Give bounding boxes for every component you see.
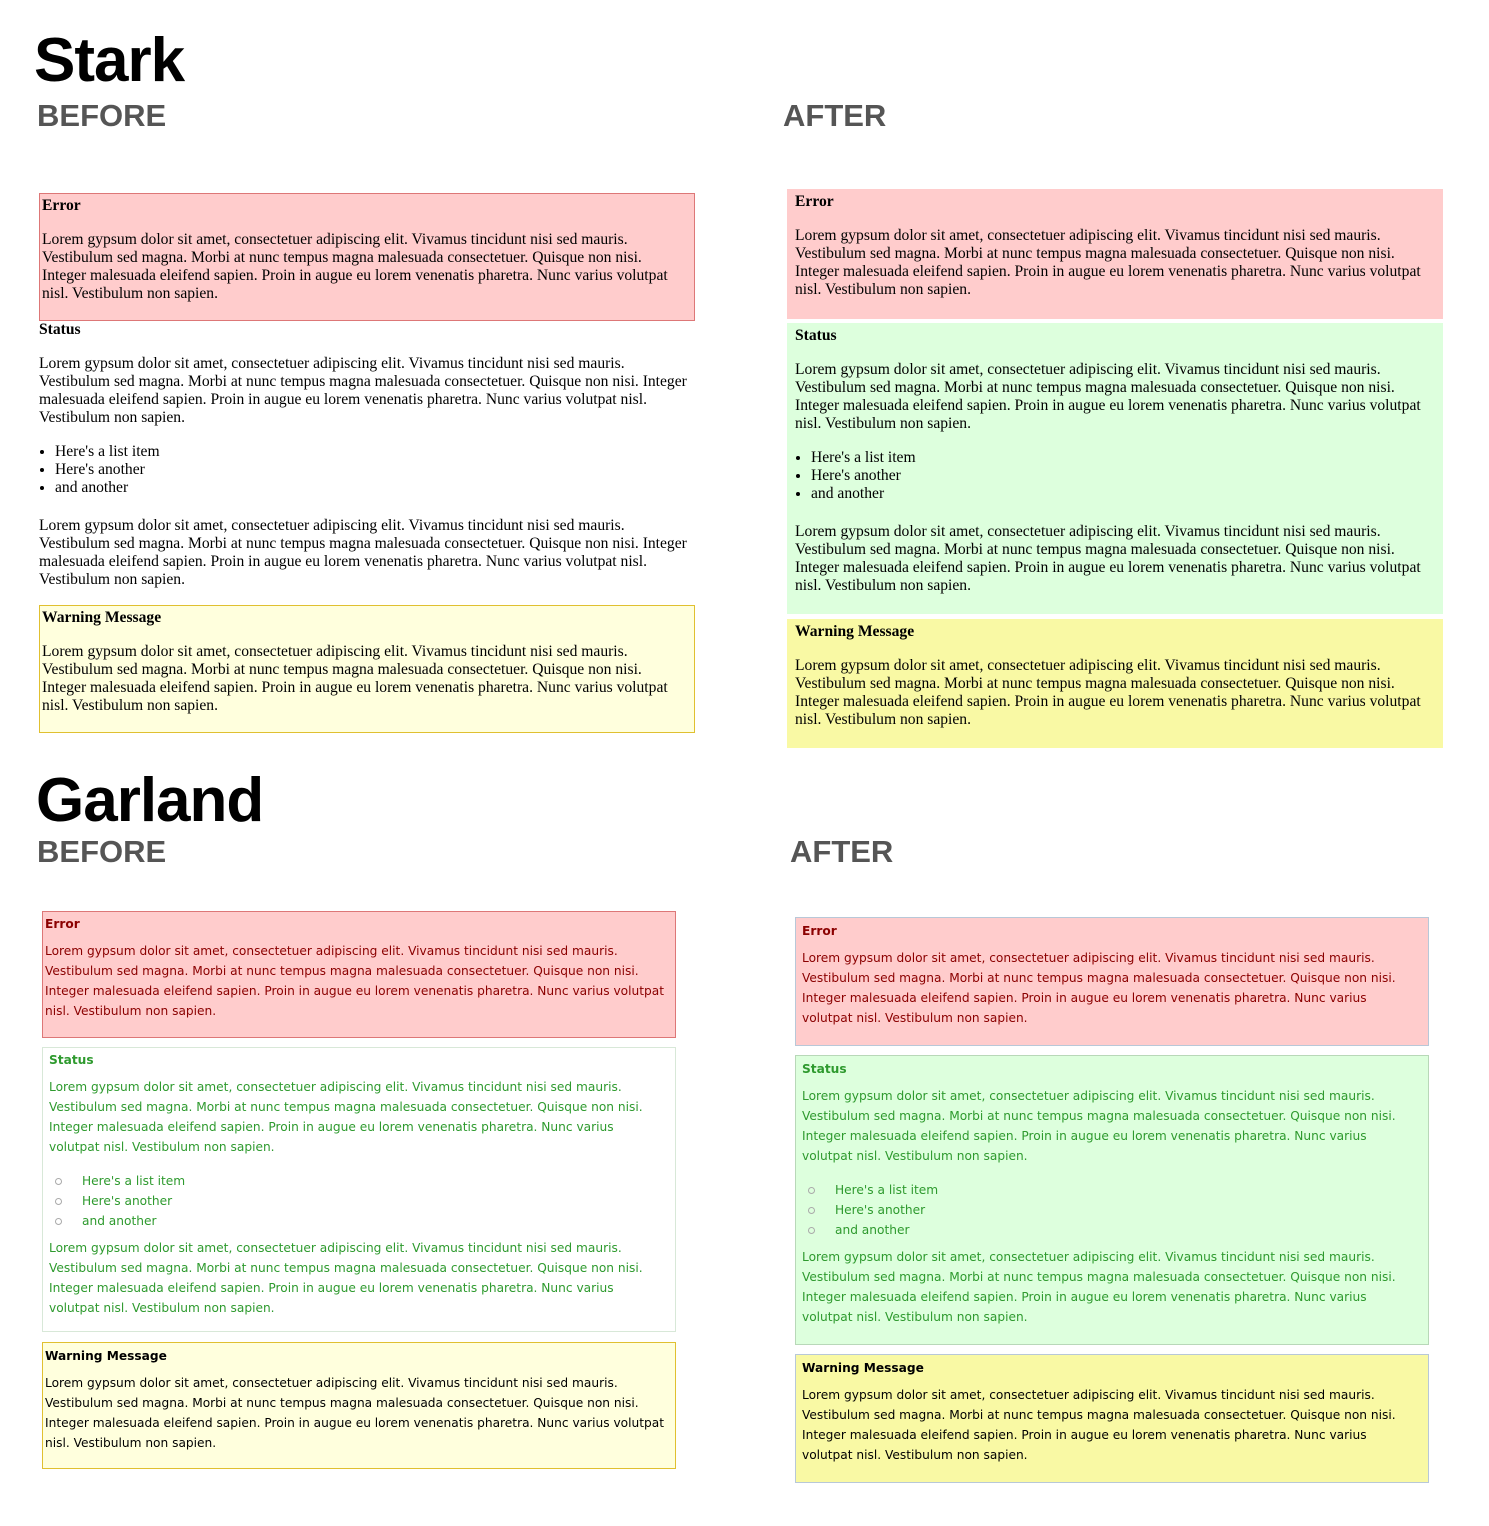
circle-bullet-icon — [55, 1218, 62, 1225]
error-heading: Error — [42, 197, 81, 214]
error-text: Lorem gypsum dolor sit amet, consectetuer adipiscing elit. Vivamus tincidunt nisi sed mauris. Vestibulum sed magna. Morbi at nunc tempus magna malesuada consectetuer. Quisque non nisi. Integer malesuada eleifend sapien. Proin in augue eu lorem venenatis pharetra. Nunc varius volutpat nisl. Vestibulum non sapien. — [42, 231, 668, 302]
status-text-2: Lorem gypsum dolor sit amet, consectetuer adipiscing elit. Vivamus tincidunt nisi sed mauris. Vestibulum sed magna. Morbi at nunc tempus magna malesuada consectetuer. Quisque non nisi. Integer malesuada eleifend sapien. Proin in augue eu lorem venenatis pharetra. Nunc varius volutpat nisl. Vestibulum non sapien. — [795, 523, 1421, 594]
stark-after-error-message — [787, 189, 1443, 319]
warning-text: Lorem gypsum dolor sit amet, consectetuer adipiscing elit. Vivamus tincidunt nisi sed mauris. Vestibulum sed magna. Morbi at nunc tempus magna malesuada consectetuer. Quisque non nisi. Integer malesuada eleifend sapien. Proin in augue eu lorem venenatis pharetra. Nunc varius volutpat nisl. Vestibulum non sapien. — [795, 657, 1421, 728]
garland-after-error-message — [795, 917, 1429, 1046]
status-list — [795, 449, 1431, 503]
stark-after-warning-message — [787, 619, 1443, 748]
stark-before-warning-message — [39, 605, 695, 733]
error-text: Lorem gypsum dolor sit amet, consectetuer adipiscing elit. Vivamus tincidunt nisi sed mauris. Vestibulum sed magna. Morbi at nunc tempus magna malesuada consectetuer. Quisque non nisi. Integer malesuada eleifend sapien. Proin in augue eu lorem venenatis pharetra. Nunc varius volutpat nisl. Vestibulum non sapien. — [802, 951, 1396, 1025]
circle-bullet-icon — [808, 1227, 815, 1234]
status-text-2: Lorem gypsum dolor sit amet, consectetuer adipiscing elit. Vivamus tincidunt nisi sed mauris. Vestibulum sed magna. Morbi at nunc tempus magna malesuada consectetuer. Quisque non nisi. Integer malesuada eleifend sapien. Proin in augue eu lorem venenatis pharetra. Nunc varius volutpat nisl. Vestibulum non sapien. — [39, 517, 687, 588]
list-item: Here's another — [802, 1200, 1414, 1220]
list-item: • and another — [811, 485, 1431, 503]
status-text-2: Lorem gypsum dolor sit amet, consectetuer adipiscing elit. Vivamus tincidunt nisi sed mauris. Vestibulum sed magna. Morbi at nunc tempus magna malesuada consectetuer. Quisque non nisi. Integer malesuada eleifend sapien. Proin in augue eu lorem venenatis pharetra. Nunc varius volutpat nisl. Vestibulum non sapien. — [49, 1241, 643, 1315]
stark-title: Stark — [34, 26, 185, 95]
circle-bullet-icon — [808, 1207, 815, 1214]
error-text: Lorem gypsum dolor sit amet, consectetuer adipiscing elit. Vivamus tincidunt nisi sed mauris. Vestibulum sed magna. Morbi at nunc tempus magna malesuada consectetuer. Quisque non nisi. Integer malesuada eleifend sapien. Proin in augue eu lorem venenatis pharetra. Nunc varius volutpat nisl. Vestibulum non sapien. — [45, 944, 665, 1018]
garland-before-error-message — [42, 911, 676, 1038]
list-item: and another — [49, 1211, 661, 1231]
warning-heading: Warning Message — [802, 1361, 924, 1375]
status-text-2: Lorem gypsum dolor sit amet, consectetuer adipiscing elit. Vivamus tincidunt nisi sed mauris. Vestibulum sed magna. Morbi at nunc tempus magna malesuada consectetuer. Quisque non nisi. Integer malesuada eleifend sapien. Proin in augue eu lorem venenatis pharetra. Nunc varius volutpat nisl. Vestibulum non sapien. — [802, 1250, 1396, 1324]
garland-title: Garland — [36, 766, 264, 835]
list-item: Here's a list item — [49, 1171, 661, 1191]
list-item: • Here's another — [55, 461, 699, 479]
status-list — [802, 1180, 1414, 1240]
status-heading: Status — [49, 1053, 94, 1067]
status-text: Lorem gypsum dolor sit amet, consectetuer adipiscing elit. Vivamus tincidunt nisi sed mauris. Vestibulum sed magna. Morbi at nunc tempus magna malesuada consectetuer. Quisque non nisi. Integer malesuada eleifend sapien. Proin in augue eu lorem venenatis pharetra. Nunc varius volutpat nisl. Vestibulum non sapien. — [39, 355, 687, 426]
warning-heading: Warning Message — [42, 609, 162, 626]
garland-after-warning-message — [795, 1354, 1429, 1483]
status-list — [39, 443, 699, 497]
status-text: Lorem gypsum dolor sit amet, consectetuer adipiscing elit. Vivamus tincidunt nisi sed mauris. Vestibulum sed magna. Morbi at nunc tempus magna malesuada consectetuer. Quisque non nisi. Integer malesuada eleifend sapien. Proin in augue eu lorem venenatis pharetra. Nunc varius volutpat nisl. Vestibulum non sapien. — [802, 1089, 1396, 1163]
garland-before-warning-message — [42, 1342, 676, 1469]
garland-after-status-message — [795, 1055, 1429, 1345]
circle-bullet-icon — [55, 1178, 62, 1185]
circle-bullet-icon — [55, 1198, 62, 1205]
stark-after-label: AFTER — [783, 98, 887, 133]
list-item: Here's a list item — [802, 1180, 1414, 1200]
error-heading: Error — [45, 917, 80, 931]
garland-after-label: AFTER — [790, 834, 894, 869]
status-heading: Status — [802, 1062, 847, 1076]
status-text: Lorem gypsum dolor sit amet, consectetuer adipiscing elit. Vivamus tincidunt nisi sed mauris. Vestibulum sed magna. Morbi at nunc tempus magna malesuada consectetuer. Quisque non nisi. Integer malesuada eleifend sapien. Proin in augue eu lorem venenatis pharetra. Nunc varius volutpat nisl. Vestibulum non sapien. — [795, 361, 1421, 432]
warning-text: Lorem gypsum dolor sit amet, consectetuer adipiscing elit. Vivamus tincidunt nisi sed mauris. Vestibulum sed magna. Morbi at nunc tempus magna malesuada consectetuer. Quisque non nisi. Integer malesuada eleifend sapien. Proin in augue eu lorem venenatis pharetra. Nunc varius volutpat nisl. Vestibulum non sapien. — [45, 1376, 665, 1450]
status-heading: Status — [795, 327, 837, 344]
list-item: • Here's a list item — [55, 443, 699, 461]
stark-before-error-message — [39, 193, 695, 321]
stark-before-status-message — [39, 321, 699, 589]
list-item: • Here's another — [811, 467, 1431, 485]
warning-heading: Warning Message — [795, 623, 915, 640]
warning-heading: Warning Message — [45, 1349, 167, 1363]
list-item: • Here's a list item — [811, 449, 1431, 467]
garland-before-status-message — [42, 1047, 676, 1332]
garland-before-label: BEFORE — [37, 834, 167, 869]
list-item: Here's another — [49, 1191, 661, 1211]
circle-bullet-icon — [808, 1187, 815, 1194]
status-list — [49, 1171, 661, 1231]
status-text: Lorem gypsum dolor sit amet, consectetuer adipiscing elit. Vivamus tincidunt nisi sed mauris. Vestibulum sed magna. Morbi at nunc tempus magna malesuada consectetuer. Quisque non nisi. Integer malesuada eleifend sapien. Proin in augue eu lorem venenatis pharetra. Nunc varius volutpat nisl. Vestibulum non sapien. — [49, 1080, 643, 1154]
error-heading: Error — [795, 193, 834, 210]
error-heading: Error — [802, 924, 837, 938]
status-heading: Status — [39, 321, 81, 338]
stark-before-label: BEFORE — [37, 98, 167, 133]
list-item: and another — [802, 1220, 1414, 1240]
list-item: • and another — [55, 479, 699, 497]
stark-after-status-message — [787, 323, 1443, 614]
warning-text: Lorem gypsum dolor sit amet, consectetuer adipiscing elit. Vivamus tincidunt nisi sed mauris. Vestibulum sed magna. Morbi at nunc tempus magna malesuada consectetuer. Quisque non nisi. Integer malesuada eleifend sapien. Proin in augue eu lorem venenatis pharetra. Nunc varius volutpat nisl. Vestibulum non sapien. — [802, 1388, 1396, 1462]
error-text: Lorem gypsum dolor sit amet, consectetuer adipiscing elit. Vivamus tincidunt nisi sed mauris. Vestibulum sed magna. Morbi at nunc tempus magna malesuada consectetuer. Quisque non nisi. Integer malesuada eleifend sapien. Proin in augue eu lorem venenatis pharetra. Nunc varius volutpat nisl. Vestibulum non sapien. — [795, 227, 1421, 298]
warning-text: Lorem gypsum dolor sit amet, consectetuer adipiscing elit. Vivamus tincidunt nisi sed mauris. Vestibulum sed magna. Morbi at nunc tempus magna malesuada consectetuer. Quisque non nisi. Integer malesuada eleifend sapien. Proin in augue eu lorem venenatis pharetra. Nunc varius volutpat nisl. Vestibulum non sapien. — [42, 643, 668, 714]
